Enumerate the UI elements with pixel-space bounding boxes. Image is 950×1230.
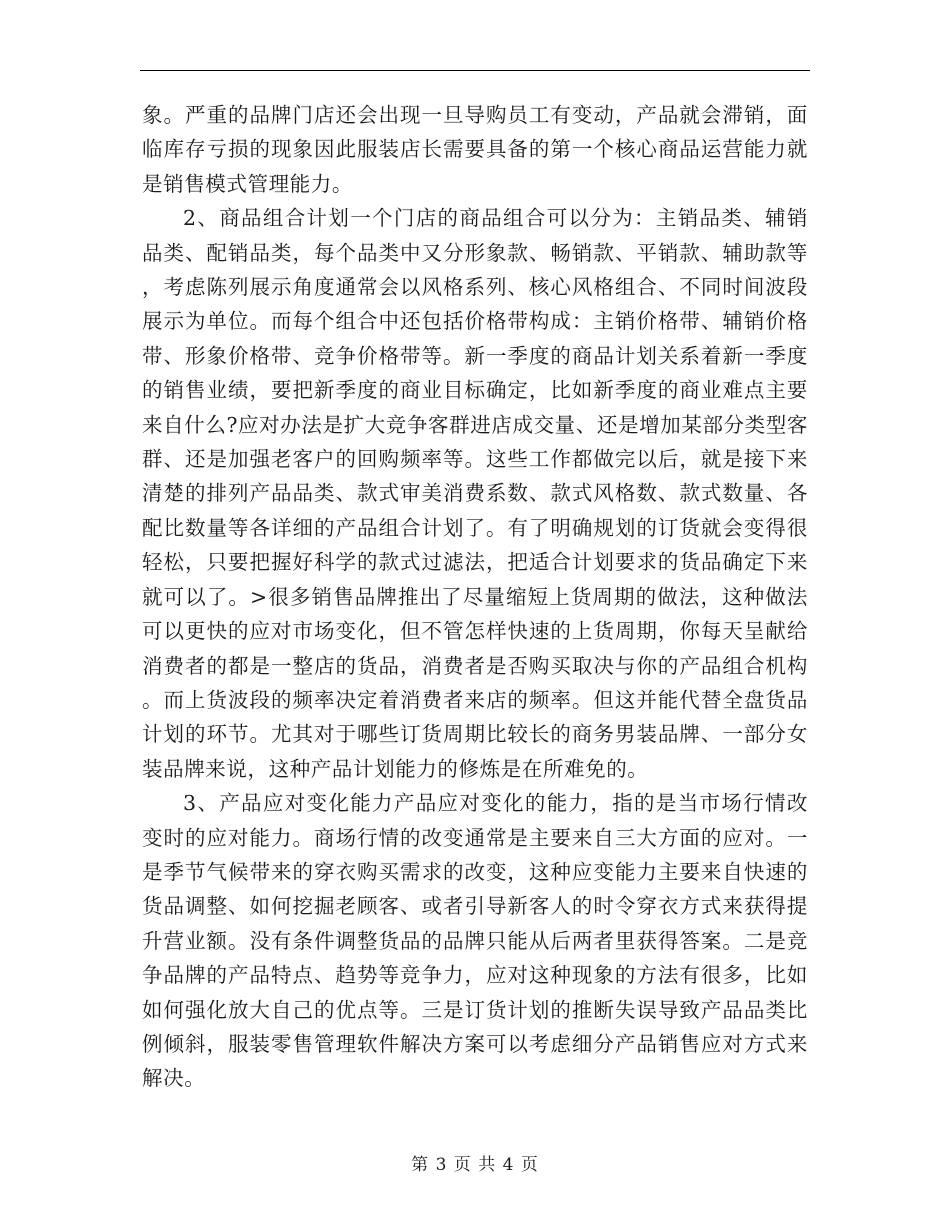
header-rule	[140, 70, 810, 71]
page-footer	[0, 1153, 950, 1177]
paragraph-product-mix-plan: 2、商品组合计划一个门店的商品组合可以分为：主销品类、辅销品类、配销品类，每个品类中又分形象款、畅销款、平销款、辅助款等，考虑陈列展示角度通常会以风格系列、核心风格组合、不同时间波段展示为单位。而每个组合中还包括价格带构成：主销价格带、辅销价格带、形象价格带、竞争价格带等。新一季度的商品计划关系着新一季度的销售业绩，要把新季度的商业目标确定，比如新季度的商业难点主要来自什么?应对办法是扩大竞争客群进店成交量、还是增加某部分类型客群、还是加强老客户的回购频率等。这些工作都做完以后，就是接下来清楚的排列产品品类、款式审美消费系数、款式风格数、款式数量、各配比数量等各详细的产品组合计划了。有了明确规划的订货就会变得很轻松，只要把握好科学的款式过滤法，把适合计划要求的货品确定下来就可以了。>很多销售品牌推出了尽量缩短上货周期的做法，这种做法可以更快的应对市场变化，但不管怎样快速的上货周期，你每天呈献给消费者的都是一整店的货品，消费者是否购买取决与你的产品组合机构。而上货波段的频率决定着消费者来店的频率。但这并能代替全盘货品计划的环节。尤其对于哪些订货周期比较长的商务男装品牌、一部分女装品牌来说，这种产品计划能力的修炼是在所难免的。	[142, 206, 808, 781]
document-body	[142, 98, 808, 1096]
paragraph-continuation: 象。严重的品牌门店还会出现一旦导购员工有变动，产品就会滞销，面临库存亏损的现象因此服装店长需要具备的第一个核心商品运营能力就是销售模式管理能力。	[142, 103, 808, 196]
paragraph-adaptability: 3、产品应对变化能力产品应对变化的能力，指的是当市场行情改变时的应对能力。商场行情的改变通常是主要来自三大方面的应对。一是季节气候带来的穿衣购买需求的改变，这种应变能力主要来自快速的货品调整、如何挖掘老顾客、或者引导新客人的时令穿衣方式来获得提升营业额。没有条件调整货品的品牌只能从后两者里获得答案。二是竞争品牌的产品特点、趋势等竞争力，应对这种现象的方法有很多，比如如何强化放大自己的优点等。三是订货计划的推断失误导致产品品类比例倾斜，服装零售管理软件解决方案可以考虑细分产品销售应对方式来解决。	[142, 791, 808, 1091]
page-number-label: 第 3 页 共 4 页	[411, 1155, 539, 1175]
